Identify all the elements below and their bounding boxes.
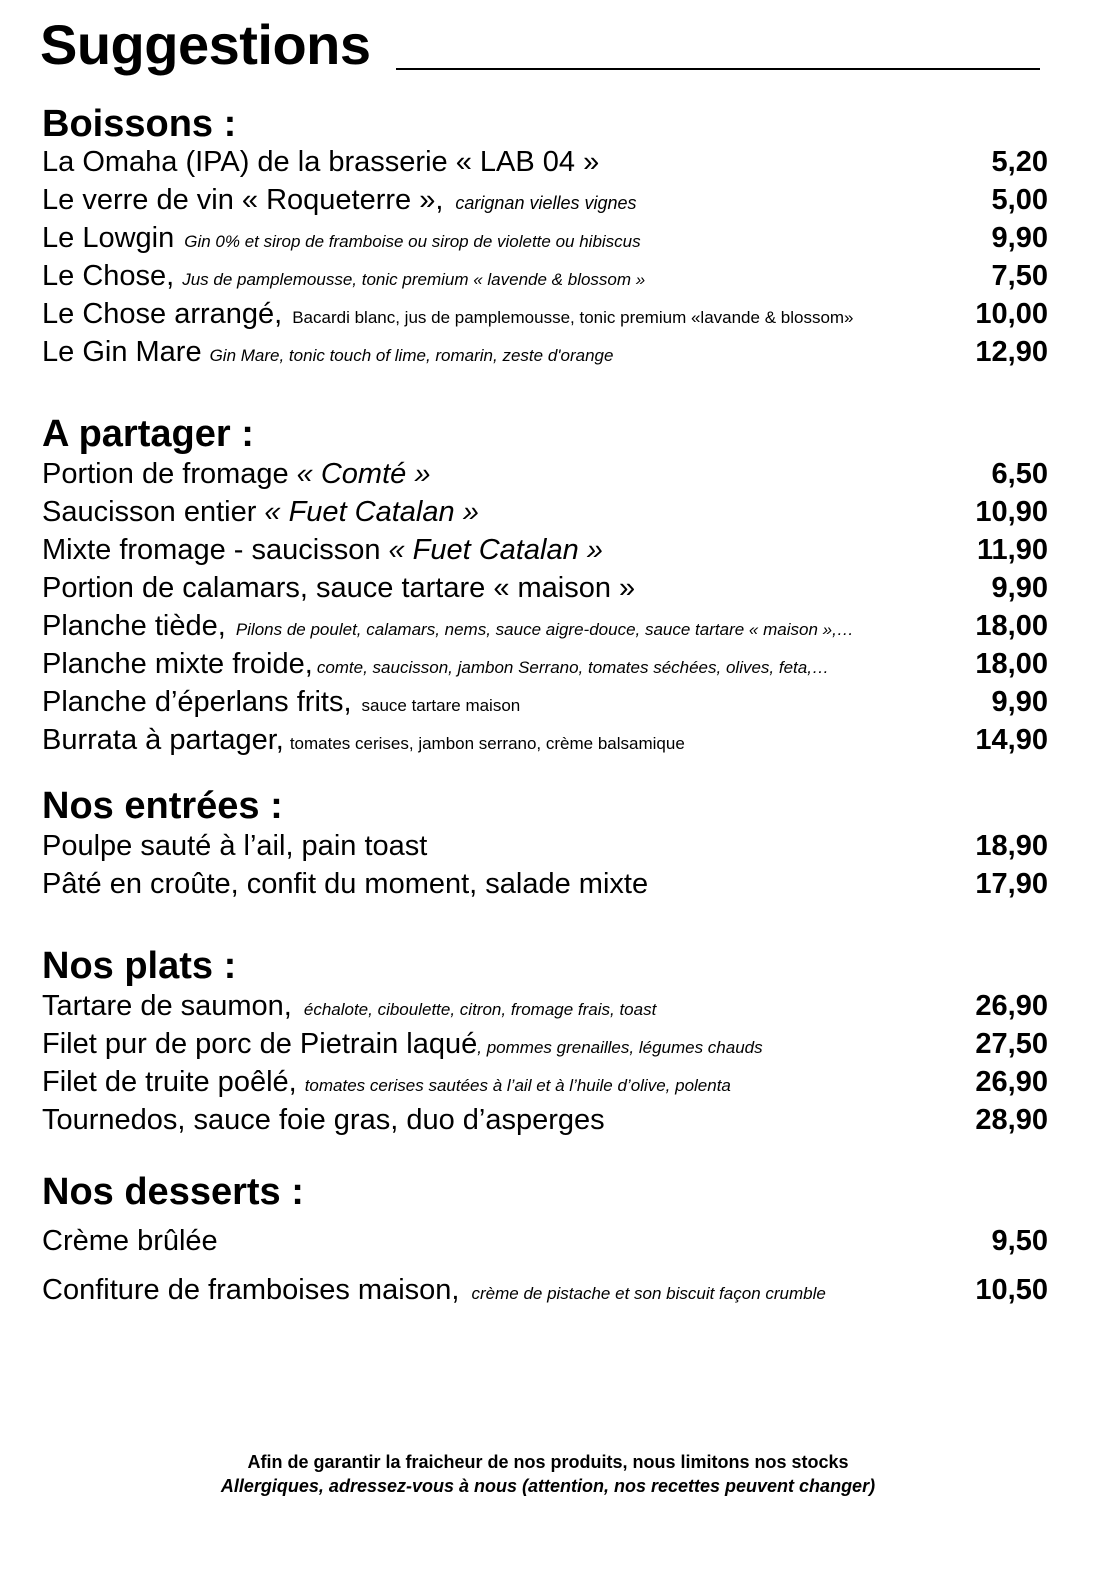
item-name: Filet de truite poêlé, — [42, 1066, 297, 1098]
item-name: Filet pur de porc de Pietrain laqué — [42, 1028, 478, 1060]
menu-item — [42, 260, 1048, 298]
section-title-boissons: Boissons : — [42, 103, 237, 145]
section-title-partager: A partager : — [42, 413, 254, 455]
item-description: comte, saucisson, jambon Serrano, tomates séchées, olives, feta,… — [316, 658, 829, 677]
item-price: 26,90 — [975, 990, 1048, 1022]
menu-item — [42, 648, 1048, 686]
item-description: Jus de pamplemousse, tonic premium « lavende & blossom » — [182, 270, 646, 289]
menu-item — [42, 184, 1048, 222]
menu-item — [42, 1066, 1048, 1104]
menu-item — [42, 1274, 1048, 1312]
menu-item — [42, 1225, 1048, 1263]
item-name: Burrata à partager, — [42, 724, 284, 756]
item-name: Le Chose, — [42, 260, 175, 292]
menu-item — [42, 458, 1048, 496]
item-price: 26,90 — [975, 1066, 1048, 1098]
footer-allergy-notice: Allergiques, adressez-vous à nous (attention, nos recettes peuvent changer) — [220, 1476, 876, 1496]
menu-item — [42, 496, 1048, 534]
item-name: Planche d’éperlans frits, — [42, 686, 352, 718]
item-price: 17,90 — [975, 868, 1048, 900]
title-underline — [396, 68, 1040, 70]
menu-item — [42, 572, 1048, 610]
item-description: Pilons de poulet, calamars, nems, sauce aigre-douce, sauce tartare « maison »,… — [235, 620, 854, 639]
item-price: 9,90 — [991, 222, 1048, 254]
item-price: 10,90 — [975, 496, 1048, 528]
item-name: Crème brûlée — [42, 1225, 218, 1257]
item-description: tomates cerises, jambon serrano, crème balsamique — [289, 734, 685, 753]
footer-stock-notice: Afin de garantir la fraicheur de nos produits, nous limitons nos stocks — [247, 1452, 849, 1472]
item-highlight: « Comté » — [296, 458, 431, 490]
item-name: Planche mixte froide, — [42, 648, 313, 680]
item-description: Bacardi blanc, jus de pamplemousse, tonic premium «lavande & blossom» — [292, 308, 854, 327]
item-price: 14,90 — [975, 724, 1048, 756]
menu-item — [42, 336, 1048, 374]
item-price: 5,00 — [991, 184, 1048, 216]
item-name: La Omaha (IPA) de la brasserie « LAB 04 » — [42, 146, 600, 178]
item-name: Mixte fromage - saucisson — [42, 534, 381, 566]
item-description: carignan vielles vignes — [455, 193, 637, 213]
item-price: 10,50 — [975, 1274, 1048, 1306]
item-description: tomates cerises sautées à l’ail et à l’huile d’olive, polenta — [304, 1076, 731, 1095]
menu-item — [42, 610, 1048, 648]
section-title-desserts: Nos desserts : — [42, 1171, 304, 1213]
item-description: Gin Mare, tonic touch of lime, romarin, zeste d'orange — [209, 346, 614, 365]
item-price: 5,20 — [991, 146, 1048, 178]
menu-item — [42, 724, 1048, 762]
item-name: Saucisson entier — [42, 496, 257, 528]
item-description: , pommes grenailles, légumes chauds — [477, 1038, 763, 1057]
item-price: 9,90 — [991, 572, 1048, 604]
item-price: 7,50 — [991, 260, 1048, 292]
menu-item — [42, 830, 1048, 868]
item-name: Le verre de vin « Roqueterre », — [42, 184, 444, 216]
item-price: 11,90 — [977, 534, 1048, 566]
item-price: 9,50 — [991, 1225, 1048, 1257]
item-name: Portion de calamars, sauce tartare « maison » — [42, 572, 636, 604]
item-description: crème de pistache et son biscuit façon crumble — [471, 1284, 826, 1303]
item-name: Poulpe sauté à l’ail, pain toast — [42, 830, 428, 862]
item-price: 28,90 — [975, 1104, 1048, 1136]
menu-item — [42, 1028, 1048, 1066]
item-price: 18,00 — [975, 648, 1048, 680]
item-name: Portion de fromage — [42, 458, 289, 490]
menu-item — [42, 534, 1048, 572]
menu-item — [42, 686, 1048, 724]
item-highlight: « Fuet Catalan » — [264, 496, 479, 528]
page-header — [40, 10, 1040, 80]
item-name: Le Gin Mare — [42, 336, 202, 368]
item-highlight: « Fuet Catalan » — [388, 534, 603, 566]
menu-item — [42, 222, 1048, 260]
menu-item — [42, 868, 1048, 906]
item-price: 9,90 — [991, 686, 1048, 718]
item-name: Confiture de framboises maison, — [42, 1274, 460, 1306]
menu-item — [42, 298, 1048, 336]
section-title-entrees: Nos entrées : — [42, 785, 283, 827]
item-price: 10,00 — [975, 298, 1048, 330]
item-name: Tournedos, sauce foie gras, duo d’asperges — [42, 1104, 605, 1136]
item-name: Le Lowgin — [42, 222, 175, 254]
page-title: Suggestions — [40, 13, 371, 76]
item-name: Le Chose arrangé, — [42, 298, 283, 330]
section-title-plats: Nos plats : — [42, 945, 237, 987]
item-price: 18,90 — [975, 830, 1048, 862]
item-description: échalote, ciboulette, citron, fromage frais, toast — [303, 1000, 657, 1019]
item-price: 27,50 — [975, 1028, 1048, 1060]
item-name: Pâté en croûte, confit du moment, salade mixte — [42, 868, 649, 900]
item-description: sauce tartare maison — [361, 696, 521, 715]
item-name: Tartare de saumon, — [42, 990, 292, 1022]
menu-item — [42, 1104, 1048, 1142]
item-price: 6,50 — [991, 458, 1048, 490]
item-price: 18,00 — [975, 610, 1048, 642]
menu-item — [42, 146, 1048, 184]
item-description: Gin 0% et sirop de framboise ou sirop de violette ou hibiscus — [184, 232, 641, 251]
menu-item — [42, 990, 1048, 1028]
item-name: Planche tiède, — [42, 610, 226, 642]
item-price: 12,90 — [975, 336, 1048, 368]
